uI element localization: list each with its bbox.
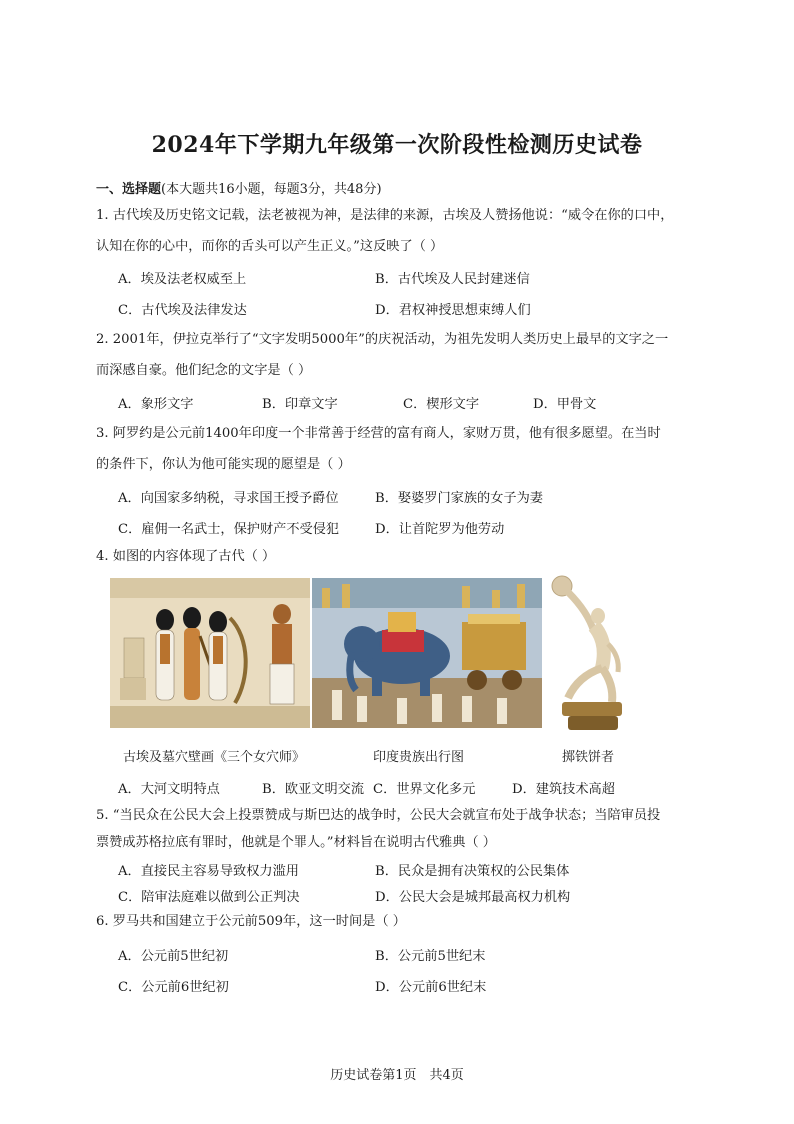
q3-option-c: C．雇佣一名武士，保护财产不受侵犯 [118, 522, 340, 537]
q3-option-d: D．让首陀罗为他劳动 [375, 522, 505, 537]
page-footer: 历史试卷第1页 共4页 [330, 1068, 464, 1083]
q5-option-a: A．直接民主容易导致权力滥用 [118, 864, 299, 879]
q4-option-a: A．大河文明特点 [118, 782, 220, 797]
q5-option-c: C．陪审法庭难以做到公正判决 [118, 890, 300, 905]
question-5-line1: 5. “当民众在公民大会上投票赞成与斯巴达的战争时，公民大会就宣布处于战争状态；当陪审员投 [96, 808, 661, 823]
question-1-line2: 认知在你的心中，而你的舌头可以产生正义。”这反映了（ ） [96, 239, 444, 254]
q2-option-b: B．印章文字 [262, 397, 338, 412]
q6-option-c: C．公元前6世纪初 [118, 980, 229, 995]
question-3-line1: 3. 阿罗约是公元前1400年印度一个非常善于经营的富有商人，家财万贯，他有很多愿望。在当时 [96, 426, 661, 441]
q2-option-d: D．甲骨文 [533, 397, 597, 412]
caption-egyptian-mural: 古埃及墓穴壁画《三个女穴师》 [123, 750, 306, 765]
q2-option-a: A．象形文字 [118, 397, 194, 412]
q1-option-b: B．古代埃及人民封建迷信 [375, 272, 530, 287]
section-note: (本大题共16小题，每题3分，共48分) [161, 182, 382, 197]
q2-option-c: C．楔形文字 [403, 397, 480, 412]
q6-option-d: D．公元前6世纪末 [375, 980, 487, 995]
question-2 [96, 324, 706, 386]
q1-option-d: D．君权神授思想束缚人们 [375, 303, 531, 318]
exam-title: 2024年下学期九年级第一次阶段性检测历史试卷 [151, 132, 643, 158]
q6-option-a: A．公元前5世纪初 [118, 949, 229, 964]
q4-option-d: D．建筑技术高超 [512, 782, 615, 797]
q6-option-b: B．公元前5世纪末 [375, 949, 486, 964]
question-1 [96, 200, 706, 262]
q1-option-c: C．古代埃及法律发达 [118, 303, 247, 318]
caption-discobolus: 掷铁饼者 [562, 750, 615, 765]
q1-option-a: A．埃及法老权威至上 [118, 272, 247, 287]
q3-option-b: B．娶婆罗门家族的女子为妻 [375, 491, 543, 506]
q5-option-d: D．公民大会是城邦最高权力机构 [375, 890, 571, 905]
question-6-line1: 6. 罗马共和国建立于公元前509年，这一时间是（ ） [96, 914, 406, 929]
question-2-line2: 而深感自豪。他们纪念的文字是（ ） [96, 363, 312, 378]
discobolus-statue-image [548, 572, 628, 734]
question-5-line2: 票赞成苏格拉底有罪时，他就是个罪人。”材料旨在说明古代雅典（ ） [96, 835, 496, 850]
section-heading [96, 178, 382, 197]
q4-option-b: B．欧亚文明交流 [262, 782, 365, 797]
question-6 [96, 906, 706, 937]
question-3 [96, 418, 706, 480]
indian-procession-image [312, 578, 542, 728]
q5-option-b: B．民众是拥有决策权的公民集体 [375, 864, 570, 879]
question-4 [96, 541, 706, 572]
question-2-line1: 2. 2001年，伊拉克举行了“文字发明5000年”的庆祝活动，为祖先发明人类历史上最早的文字之一 [96, 332, 669, 347]
question-1-line1: 1. 古代埃及历史铭文记载，法老被视为神，是法律的来源，古埃及人赞扬他说：“威令在你的口中， [96, 208, 674, 223]
q4-option-c: C．世界文化多元 [373, 782, 476, 797]
q3-option-a: A．向国家多纳税，寻求国王授予爵位 [118, 491, 339, 506]
section-label: 一、选择题 [96, 182, 162, 197]
question-5 [96, 802, 706, 856]
question-4-line1: 4. 如图的内容体现了古代（ ） [96, 549, 276, 564]
caption-indian-procession: 印度贵族出行图 [373, 750, 465, 765]
egyptian-mural-image [110, 578, 310, 728]
question-3-line2: 的条件下，你认为他可能实现的愿望是（ ） [96, 457, 351, 472]
